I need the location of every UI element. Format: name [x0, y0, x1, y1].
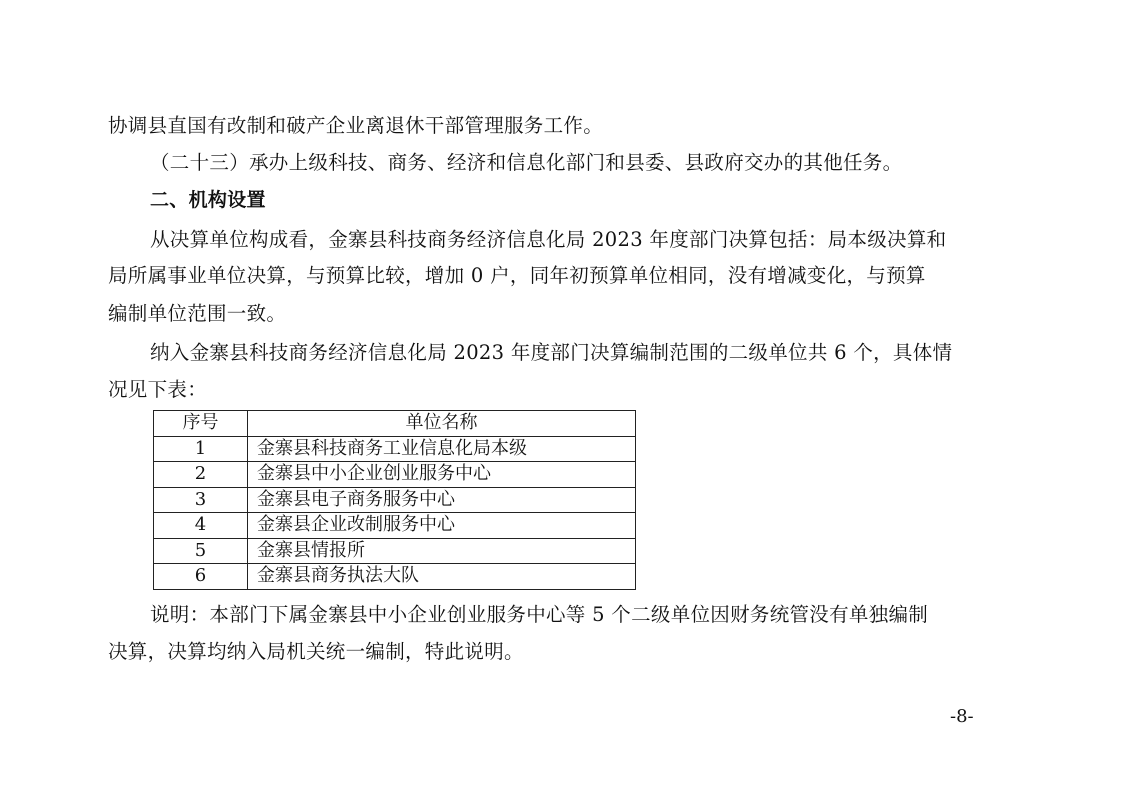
- row-number: 1: [154, 436, 248, 462]
- table-row: [154, 436, 636, 462]
- row-number: 4: [154, 513, 248, 539]
- row-number: 5: [154, 538, 248, 564]
- row-unit-name: 金寨县商务执法大队: [248, 564, 636, 590]
- row-unit-name: 金寨县科技商务工业信息化局本级: [248, 436, 636, 462]
- page-number: -8-: [950, 706, 974, 727]
- table-row: [154, 513, 636, 539]
- table-row: [154, 487, 636, 513]
- paragraph-item-23: （二十三）承办上级科技、商务、经济和信息化部门和县委、县政府交办的其他任务。: [150, 151, 903, 174]
- row-unit-name: 金寨县企业改制服务中心: [248, 513, 636, 539]
- table-row: [154, 462, 636, 488]
- subunits-table: [153, 410, 636, 590]
- table-header-row: [154, 411, 636, 437]
- paragraph-subunits-line-2: 况见下表：: [108, 378, 208, 401]
- note-line-1: 说明：本部门下属金寨县中小企业创业服务中心等 5 个二级单位因财务统管没有单独编制: [150, 603, 929, 626]
- row-number: 6: [154, 564, 248, 590]
- paragraph-composition-line-2: 局所属事业单位决算，与预算比较，增加 0 户，同年初预算单位相同，没有增减变化，与预算: [108, 264, 926, 287]
- section-heading-organization: 二、机构设置: [150, 189, 266, 211]
- row-unit-name: 金寨县中小企业创业服务中心: [248, 462, 636, 488]
- paragraph-composition-line-3: 编制单位范围一致。: [108, 302, 287, 325]
- paragraph-subunits-line-1: 纳入金寨县科技商务经济信息化局 2023 年度部门决算编制范围的二级单位共 6 个，具体情: [150, 341, 953, 364]
- row-unit-name: 金寨县情报所: [248, 538, 636, 564]
- paragraph-composition-line-1: 从决算单位构成看，金寨县科技商务经济信息化局 2023 年度部门决算包括：局本级决算和: [150, 228, 947, 251]
- row-number: 3: [154, 487, 248, 513]
- row-number: 2: [154, 462, 248, 488]
- table-header-unit-name: 单位名称: [248, 411, 636, 437]
- note-line-2: 决算，决算均纳入局机关统一编制，特此说明。: [108, 640, 524, 663]
- table-row: [154, 538, 636, 564]
- table-row: [154, 564, 636, 590]
- table-header-number: 序号: [154, 411, 248, 437]
- row-unit-name: 金寨县电子商务服务中心: [248, 487, 636, 513]
- paragraph-duties-line: 协调县直国有改制和破产企业离退休干部管理服务工作。: [108, 114, 604, 137]
